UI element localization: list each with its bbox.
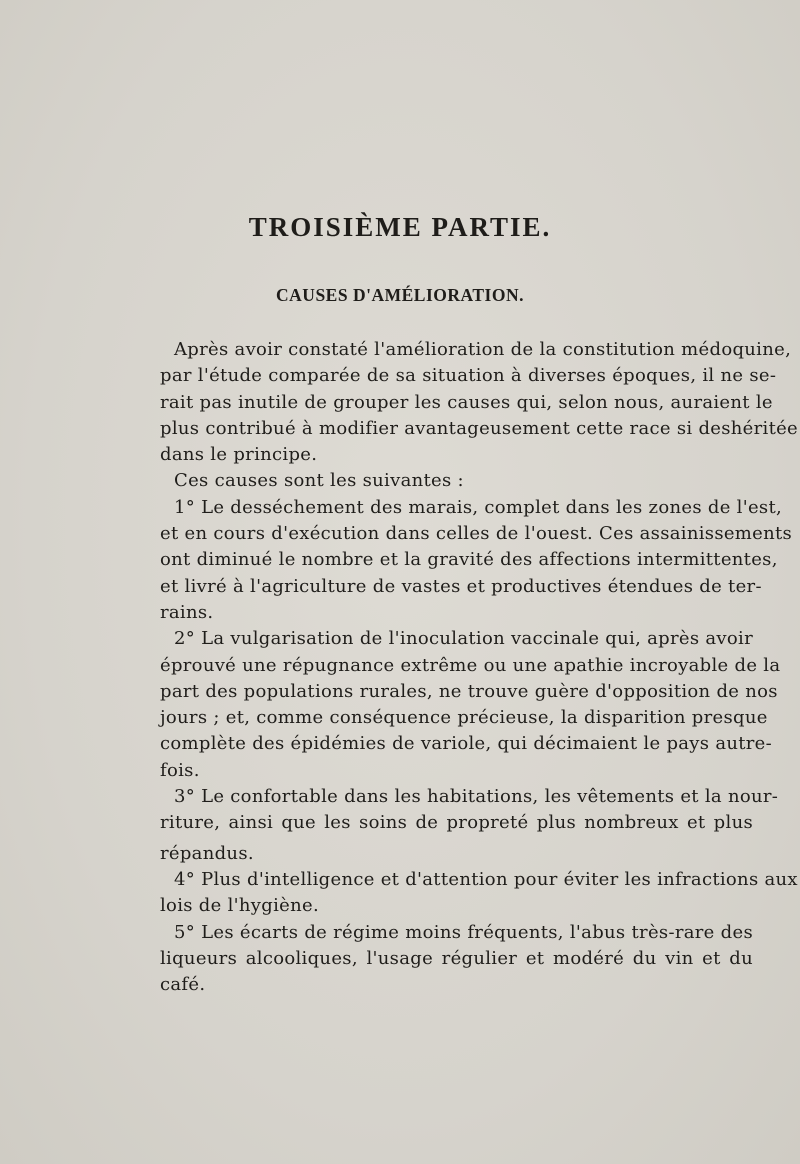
text-line: éprouvé une répugnance extrême ou une apathie incroyable de la xyxy=(160,654,781,676)
text-line: café. xyxy=(160,974,206,996)
text-line: et livré à l'agriculture de vastes et productives étendues de ter- xyxy=(160,575,762,597)
text-line: lois de l'hygiène. xyxy=(160,895,319,917)
section-subtitle: CAUSES D'AMÉLIORATION. xyxy=(276,285,524,305)
text-line: 5° Les écarts de régime moins fréquents, l'abus très-rare des xyxy=(174,921,753,943)
text-line: 3° Le confortable dans les habitations, les vêtements et la nour- xyxy=(174,786,779,808)
text-line: complète des épidémies de variole, qui décimaient le pays autre- xyxy=(160,733,773,755)
text-line: par l'étude comparée de sa situation à diverses époques, il ne se- xyxy=(160,365,777,387)
text-line: rait pas inutile de grouper les causes qui, selon nous, auraient le xyxy=(160,391,773,413)
text-line: jours ; et, comme conséquence précieuse, la disparition presque xyxy=(160,707,768,729)
text-line: liqueurs alcooliques, l'usage régulier et modéré du vin et du xyxy=(160,947,753,969)
text-line: Après avoir constaté l'amélioration de la constitution médoquine, xyxy=(174,339,792,360)
text-line: part des populations rurales, ne trouve guère d'opposition de nos xyxy=(160,680,778,702)
text-line: rains. xyxy=(160,601,214,623)
text-line: 4° Plus d'intelligence et d'attention pour éviter les infractions aux xyxy=(174,868,798,890)
text-line: et en cours d'exécution dans celles de l'ouest. Ces assainissements xyxy=(160,523,793,545)
body-text xyxy=(160,337,799,998)
text-line: riture, ainsi que les soins de propreté plus nombreux et plus xyxy=(160,812,753,834)
text-line: Ces causes sont les suivantes : xyxy=(174,470,464,492)
text-line: fois. xyxy=(160,759,200,781)
text-line: dans le principe. xyxy=(160,444,318,466)
text-line: 1° Le desséchement des marais, complet dans les zones de l'est, xyxy=(174,496,783,518)
text-line: 2° La vulgarisation de l'inoculation vaccinale qui, après avoir xyxy=(174,628,753,650)
section-title: TROISIÈME PARTIE. xyxy=(248,212,552,242)
text-line: répandus. xyxy=(160,842,254,864)
text-line: ont diminué le nombre et la gravité des affections intermittentes, xyxy=(160,549,778,571)
text-line: plus contribué à modifier avantageusement cette race si deshéritée xyxy=(160,417,799,439)
